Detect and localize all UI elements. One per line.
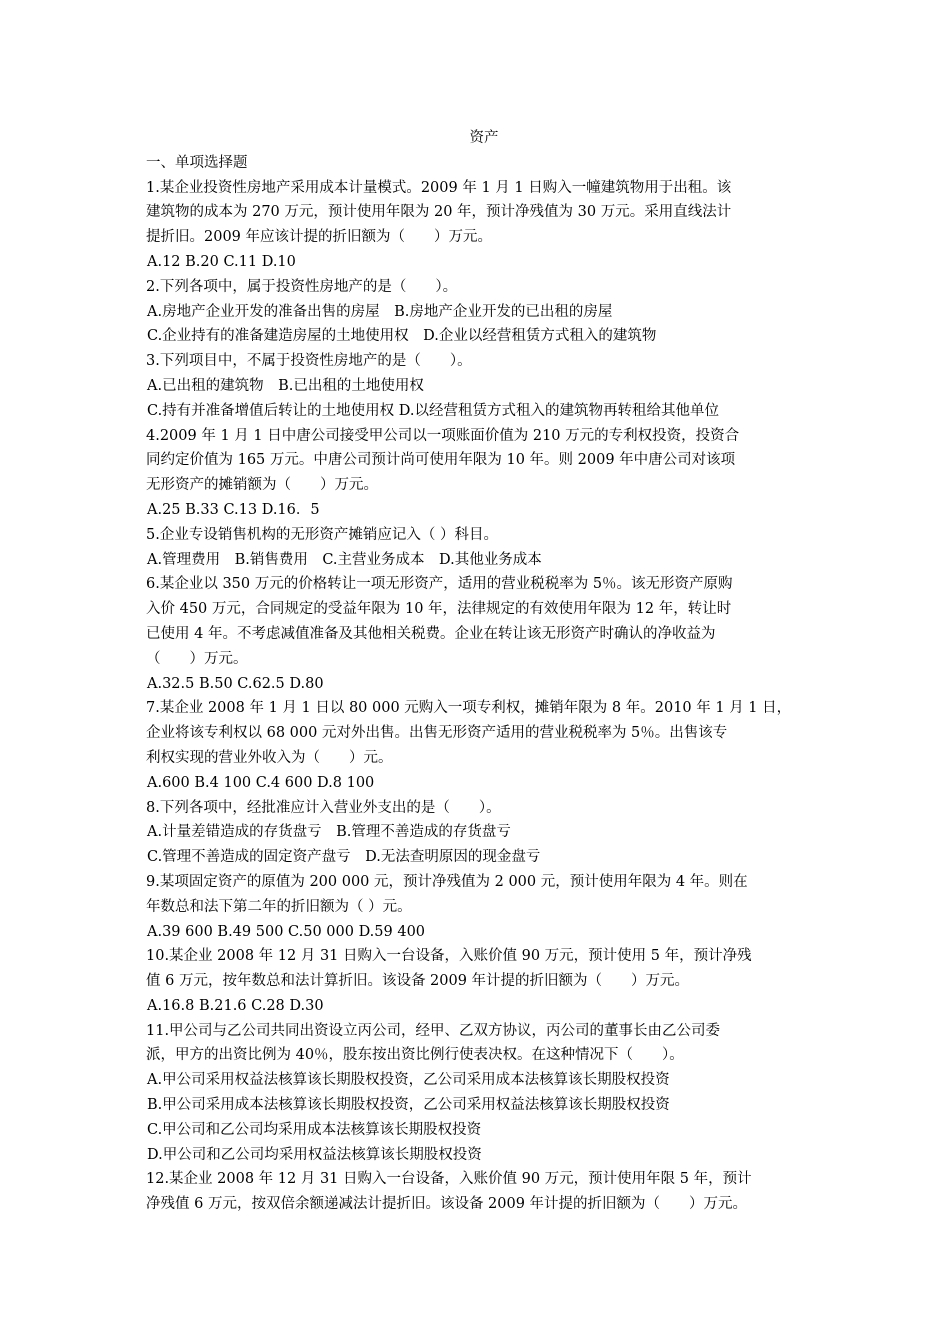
question-4-line-2: 同约定价值为 165 万元。中唐公司预计尚可使用年限为 10 年。则 2009 年中唐公司对该项: [146, 452, 736, 469]
question-7-line-3: 利权实现的营业外收入为（ ）元。: [146, 749, 393, 766]
question-4-line-1: 4.2009 年 1 月 1 日中唐公司接受甲公司以一项账面价值为 210 万元的专利权投资，投资合: [146, 427, 740, 444]
question-5-line-1: 5.企业专设销售机构的无形资产摊销应记入（ ）科目。: [146, 526, 498, 543]
document-page: [146, 126, 822, 1217]
question-10-line-2: 值 6 万元，按年数总和法计算折旧。该设备 2009 年计提的折旧额为（ ）万元。: [146, 973, 690, 990]
question-9-line-1: 9.某项固定资产的原值为 200 000 元，预计净残值为 2 000 元，预计使用年限为 4 年。则在: [146, 873, 748, 890]
question-6-options: A.32.5 B.50 C.62.5 D.80: [147, 675, 324, 692]
question-8-options-ab: A.计量差错造成的存货盘亏 B.管理不善造成的存货盘亏: [147, 824, 511, 841]
question-5-options: A.管理费用 B.销售费用 C.主营业务成本 D.其他业务成本: [147, 551, 542, 568]
question-2-options-ab: A.房地产企业开发的准备出售的房屋 B.房地产企业开发的已出租的房屋: [147, 303, 613, 320]
question-6-line-2: 入价 450 万元，合同规定的受益年限为 10 年，法律规定的有效使用年限为 12 年，转让时: [146, 601, 732, 618]
question-12-line-1: 12.某企业 2008 年 12 月 31 日购入一台设备，入账价值 90 万元，预计使用年限 5 年，预计: [146, 1171, 752, 1188]
page-title: 资产: [469, 130, 499, 146]
question-11-line-2: 派，甲方的出资比例为 40％，股东按出资比例行使表决权。在这种情况下（ ）。: [146, 1047, 684, 1064]
question-6-line-1: 6.某企业以 350 万元的价格转让一项无形资产，适用的营业税税率为 5％。该无形资产原购: [146, 576, 733, 593]
question-3-line-1: 3.下列项目中，不属于投资性房地产的是（ ）。: [146, 353, 472, 370]
question-4-line-3: 无形资产的摊销额为（ ）万元。: [146, 477, 378, 494]
question-7-line-2: 企业将该专利权以 68 000 元对外出售。出售无形资产适用的营业税税率为 5％。出售该专: [146, 725, 728, 742]
question-1-line-2: 建筑物的成本为 270 万元，预计使用年限为 20 年，预计净残值为 30 万元。采用直线法计: [146, 204, 732, 221]
question-11-option-d: D.甲公司和乙公司均采用权益法核算该长期股权投资: [147, 1146, 482, 1163]
question-11-line-1: 11.甲公司与乙公司共同出资设立丙公司，经甲、乙双方协议，丙公司的董事长由乙公司委: [146, 1022, 721, 1039]
question-9-line-2: 年数总和法下第二年的折旧额为（ ）元。: [146, 898, 412, 915]
question-12-line-2: 净残值 6 万元，按双倍余额递减法计提折旧。该设备 2009 年计提的折旧额为（ ）万元。: [146, 1196, 748, 1213]
question-6-line-4: （ ）万元。: [146, 650, 248, 667]
section-heading: 一、单项选择题: [146, 154, 248, 171]
question-1-options: A.12 B.20 C.11 D.10: [147, 253, 296, 270]
question-11-option-b: B.甲公司采用成本法核算该长期股权投资，乙公司采用权益法核算该长期股权投资: [147, 1097, 670, 1114]
question-4-options: A.25 B.33 C.13 D.16．5: [147, 501, 320, 518]
question-2-options-cd: C.企业持有的准备建造房屋的土地使用权 D.企业以经营租赁方式租入的建筑物: [147, 328, 657, 345]
question-3-options-ab: A.已出租的建筑物 B.已出租的土地使用权: [147, 377, 424, 394]
question-8-line-1: 8.下列各项中，经批准应计入营业外支出的是（ ）。: [146, 799, 501, 816]
question-6-line-3: 已使用 4 年。不考虑减值准备及其他相关税费。企业在转让该无形资产时确认的净收益为: [146, 625, 716, 642]
question-7-options: A.600 B.4 100 C.4 600 D.8 100: [147, 774, 375, 791]
question-10-line-1: 10.某企业 2008 年 12 月 31 日购入一台设备，入账价值 90 万元，预计使用 5 年，预计净残: [146, 948, 752, 965]
question-1-line-1: 1.某企业投资性房地产采用成本计量模式。2009 年 1 月 1 日购入一幢建筑物用于出租。该: [146, 179, 732, 196]
question-10-options: A.16.8 B.21.6 C.28 D.30: [147, 997, 324, 1014]
question-9-options: A.39 600 B.49 500 C.50 000 D.59 400: [147, 923, 426, 940]
question-11-option-a: A.甲公司采用权益法核算该长期股权投资，乙公司采用成本法核算该长期股权投资: [147, 1072, 670, 1089]
question-11-option-c: C.甲公司和乙公司均采用成本法核算该长期股权投资: [147, 1121, 482, 1138]
question-8-options-cd: C.管理不善造成的固定资产盘亏 D.无法查明原因的现金盘亏: [147, 849, 541, 866]
question-1-line-3: 提折旧。2009 年应该计提的折旧额为（ ）万元。: [146, 229, 493, 246]
question-2-line-1: 2.下列各项中，属于投资性房地产的是（ ）。: [146, 278, 458, 295]
question-3-options-cd: C.持有并准备增值后转让的土地使用权 D.以经营租赁方式租入的建筑物再转租给其他单位: [147, 402, 720, 419]
question-7-line-1: 7.某企业 2008 年 1 月 1 日以 80 000 元购入一项专利权，摊销年限为 8 年。2010 年 1 月 1 日，: [146, 700, 792, 717]
